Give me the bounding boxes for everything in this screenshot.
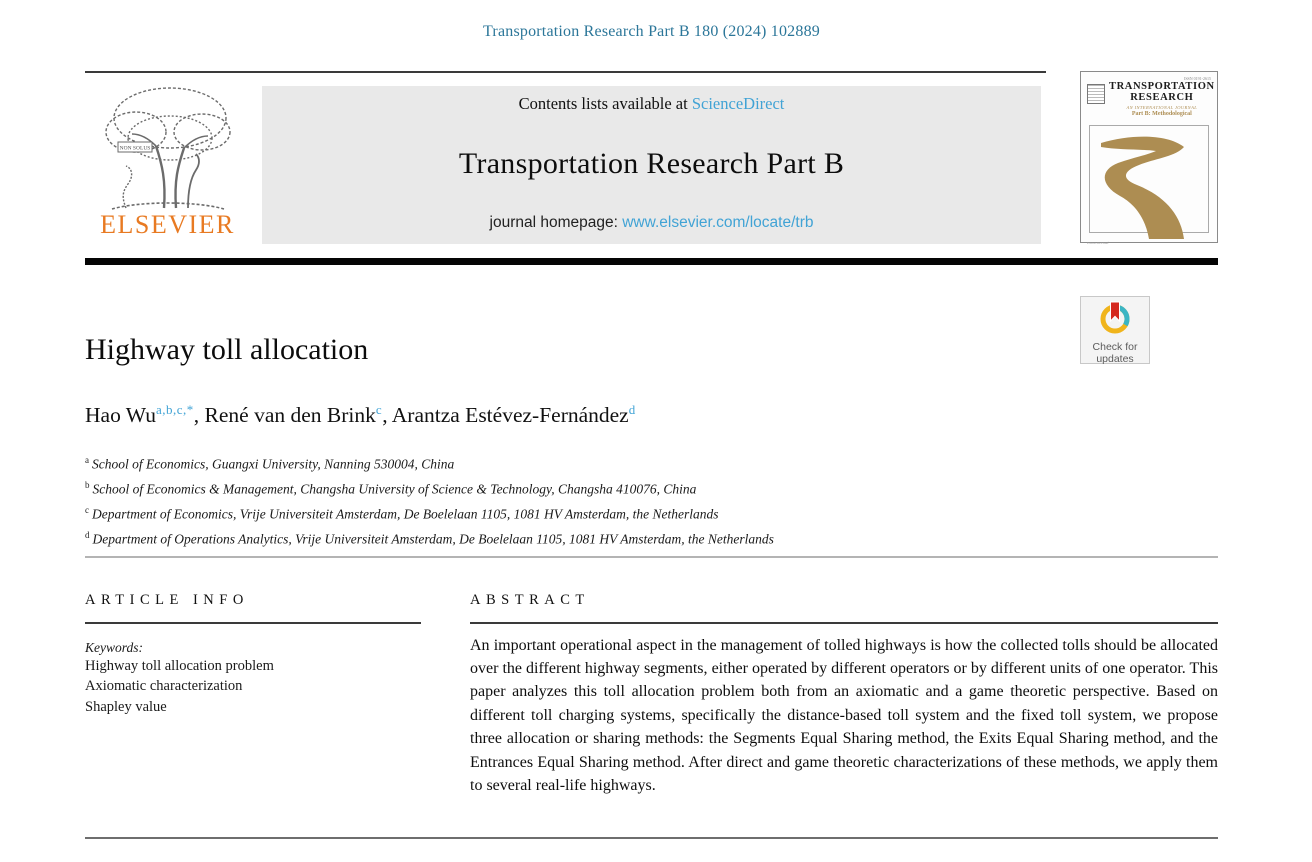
author-1-affiliation-marks: a,b,c,*: [156, 402, 194, 417]
author-1: [85, 403, 194, 427]
badge-label-line1: Check for: [1092, 341, 1138, 353]
author-2: [194, 403, 382, 427]
top-divider: [85, 71, 1046, 73]
article-info-underline: [85, 622, 421, 624]
abstract-header: ABSTRACT: [470, 592, 590, 608]
author-3-name: , Arantza Estévez-Fernández: [382, 403, 629, 428]
keyword-3: Shapley value: [85, 699, 167, 716]
winding-road-icon: [1087, 121, 1211, 239]
journal-banner: [262, 86, 1041, 244]
article-info-header: ARTICLE INFO: [85, 592, 249, 608]
author-2-affiliation-marks: c: [375, 402, 383, 417]
check-for-updates-badge[interactable]: [1080, 296, 1150, 364]
homepage-prefix: journal homepage:: [489, 214, 623, 231]
elsevier-logo: [85, 80, 250, 246]
author-3-affiliation-marks: d: [628, 402, 636, 417]
elsevier-motto: NON SOLUS: [119, 145, 150, 152]
affiliation-a: $^a$ School of Economics, Guangxi University, Nanning 530004, China: [85, 455, 455, 472]
cover-footer-text: Editor-in-Chief: [1087, 241, 1109, 245]
homepage-line: [490, 214, 814, 232]
footer-divider: [85, 837, 1218, 839]
author-3: [382, 403, 636, 427]
badge-label-line2: updates: [1096, 352, 1134, 365]
author-2-name: , René van den Brink: [193, 403, 376, 428]
journal-cover-thumbnail[interactable]: [1080, 71, 1218, 243]
abstract-underline: [470, 622, 1218, 624]
contents-prefix: Contents lists available at: [518, 94, 692, 113]
keywords-label: Keywords:: [85, 639, 143, 655]
elsevier-wordmark: ELSEVIER: [100, 210, 235, 239]
journal-title: Transportation Research Part B: [458, 147, 845, 180]
keyword-2: Axiomatic characterization: [85, 678, 243, 695]
affiliation-list: [85, 450, 774, 550]
section-divider: [85, 556, 1218, 558]
cover-title-line1: TRANSPORTATION: [1109, 81, 1215, 92]
affiliation-c: $^c$ Department of Economics, Vrije Universiteit Amsterdam, De Boelelaan 1105, 1081 HV Amsterdam, the Netherlands: [85, 505, 719, 522]
article-info-section: [85, 592, 421, 718]
journal-citation-header: Transportation Research Part B 180 (2024) 102889: [483, 23, 820, 40]
author-1-name: Hao Wu: [85, 403, 156, 428]
cover-publisher-emblem-icon: [1087, 84, 1105, 104]
sciencedirect-link[interactable]: ScienceDirect: [691, 94, 785, 113]
homepage-link[interactable]: www.elsevier.com/locate/trb: [622, 214, 814, 231]
author-list: [85, 402, 636, 428]
masthead-black-bar: [85, 258, 1218, 265]
affiliation-d: $^d$ Department of Operations Analytics, Vrije Universiteit Amsterdam, De Boelelaan 1105, 1081 HV Amsterdam, the Netherlands: [85, 530, 774, 547]
keyword-1: Highway toll allocation problem: [85, 657, 274, 674]
abstract-text: An important operational aspect in the management of tolled highways is how the collected tolls should be allocated over the different highway segments, either operated by different operators or by different units of one operator. This paper analyzes this toll allocation problem both from an axiomatic and a game theoretic perspective. Based on different toll charging systems, specifically the distance-based toll system and the fixed toll system, we propose three allocation or sharing methods: the Segments Equal Sharing method, the Exits Equal Sharing method, and the Entrances Equal Sharing method. After direct and game theoretic characterizations of these methods, we apply them to several real-life highways.: [470, 636, 1218, 794]
cover-part-line: Part B: Methodological: [1131, 111, 1192, 117]
cover-subtitle: AN INTERNATIONAL JOURNAL: [1126, 105, 1198, 110]
cover-issn: ISSN 0191-2615: [1183, 76, 1211, 81]
affiliation-b: $^b$ School of Economics & Management, Changsha University of Science & Technology, Changsha 410076, China: [85, 480, 697, 497]
elsevier-tree-icon: [92, 80, 244, 212]
cover-title-line2: RESEARCH: [1130, 92, 1194, 103]
crossmark-icon: [1094, 300, 1136, 338]
cover-road-art: [1087, 121, 1211, 239]
contents-line: [519, 94, 785, 114]
article-title: Highway toll allocation: [85, 333, 369, 366]
abstract-section: [470, 592, 1218, 797]
